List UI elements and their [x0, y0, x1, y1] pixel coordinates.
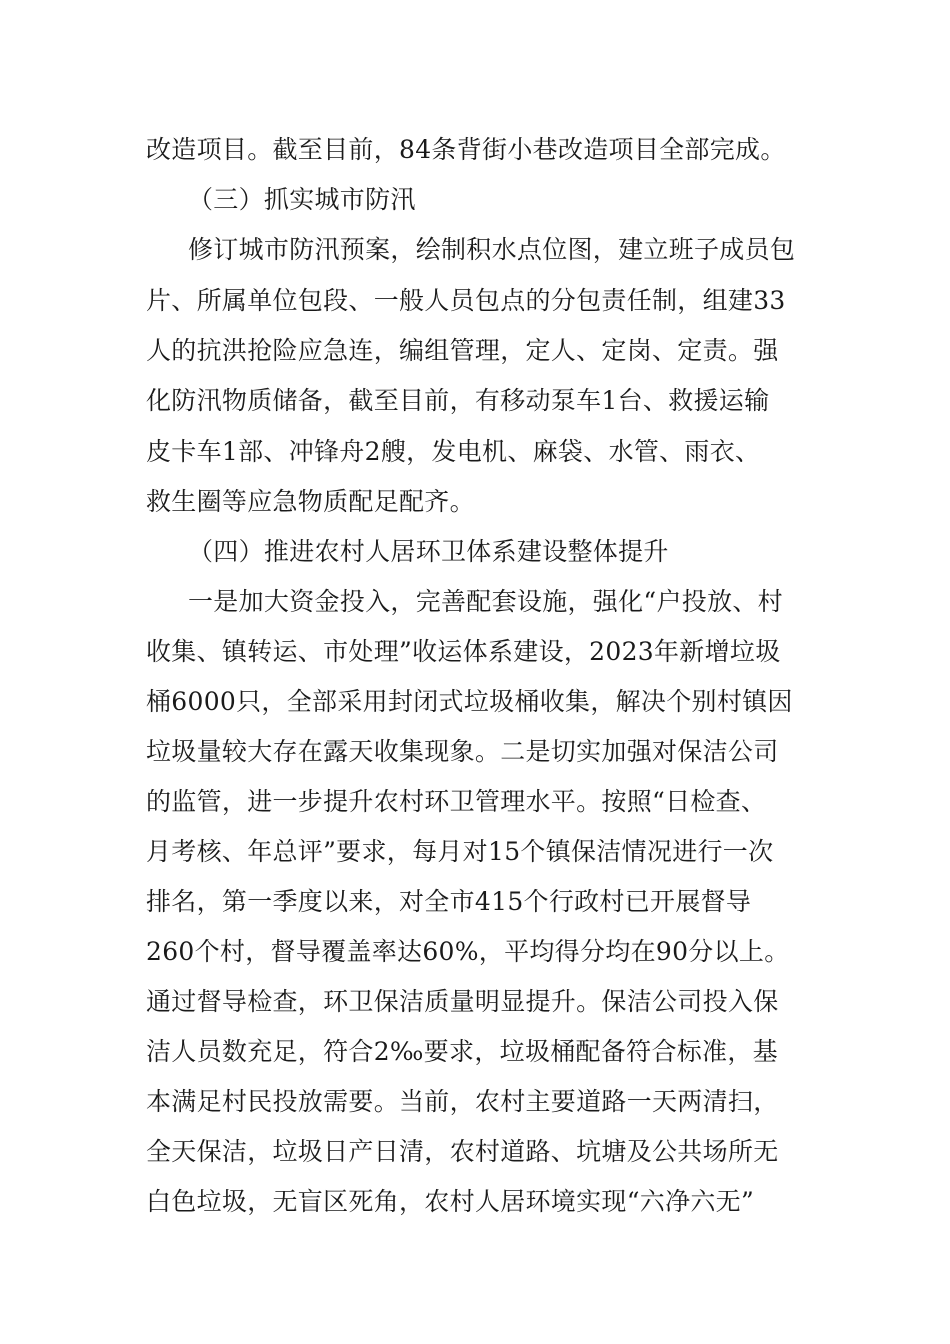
text-line-7: 皮卡车1部、冲锋舟2艘，发电机、麻袋、水管、雨衣、 [146, 437, 761, 466]
text-line-18: 通过督导检查，环卫保洁质量明显提升。保洁公司投入保 [146, 987, 779, 1016]
text-line-20: 本满足村民投放需要。当前，农村主要道路一天两清扫， [146, 1087, 779, 1116]
text-line-16: 排名，第一季度以来，对全市415个行政村已开展督导 [146, 887, 752, 916]
text-line-6: 化防汛物质储备，截至目前，有移动泵车1台、救援运输 [146, 386, 770, 415]
text-line-4: 片、所属单位包段、一般人员包点的分包责任制，组建33 [146, 286, 786, 315]
text-line-8: 救生圈等应急物质配足配齐。 [146, 487, 475, 516]
section-heading-3: （三）抓实城市防汛 [188, 185, 416, 214]
text-line-22: 白色垃圾，无盲区死角，农村人居环境实现“六净六无” [146, 1187, 755, 1216]
paragraph-start-3: 修订城市防汛预案，绘制积水点位图，建立班子成员包 [188, 235, 796, 264]
paragraph-start-4: 一是加大资金投入，完善配套设施，强化“户投放、村 [188, 587, 783, 616]
text-line-14: 的监管，进一步提升农村环卫管理水平。按照“日检查、 [146, 787, 767, 816]
text-line-21: 全天保洁，垃圾日产日清，农村道路、坑塘及公共场所无 [146, 1137, 779, 1166]
text-line-1: 改造项目。截至目前，84条背街小巷改造项目全部完成。 [146, 135, 786, 164]
text-line-13: 垃圾量较大存在露天收集现象。二是切实加强对保洁公司 [146, 737, 779, 766]
section-heading-4: （四）推进农村人居环卫体系建设整体提升 [188, 537, 669, 566]
text-line-12: 桶6000只，全部采用封闭式垃圾桶收集，解决个别村镇因 [146, 687, 793, 716]
text-line-19: 洁人员数充足，符合2‰要求，垃圾桶配备符合标准，基 [146, 1037, 778, 1066]
text-line-17: 260个村，督导覆盖率达60%，平均得分均在90分以上。 [146, 937, 790, 966]
text-line-11: 收集、镇转运、市处理”收运体系建设，2023年新增垃圾 [146, 637, 781, 666]
text-line-15: 月考核、年总评”要求，每月对15个镇保洁情况进行一次 [146, 837, 774, 866]
text-line-5: 人的抗洪抢险应急连，编组管理，定人、定岗、定责。强 [146, 336, 779, 365]
